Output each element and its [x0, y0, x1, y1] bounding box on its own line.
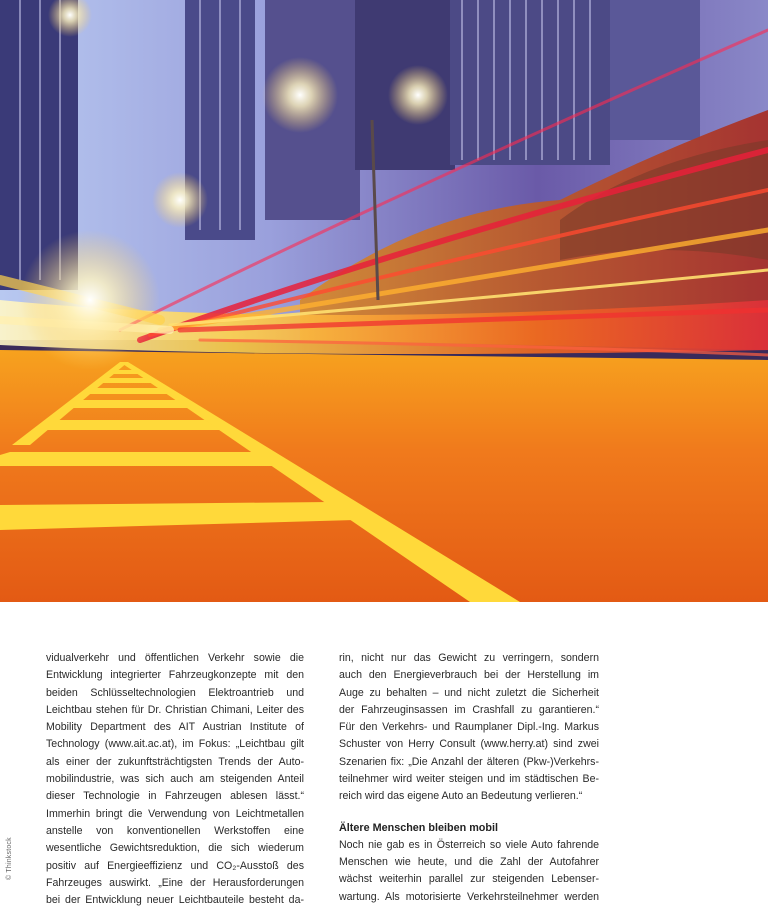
text-line: der Fahrzeuginsassen im Crashfall zu garantieren.“ — [339, 703, 599, 716]
text-line: mobilindustrie, was sich auch am steigenden Anteil — [46, 773, 304, 786]
text-line: Technology (www.ait.ac.at), im Fokus: „Leichtbau gilt — [46, 738, 304, 751]
text-line: Szenarien fix: „Die Anzahl der älteren (Pkw-)Verkehrs- — [339, 755, 599, 768]
text-line: teilnehmer wird weiter steigen und im städtischen Be- — [339, 773, 599, 786]
body-paragraph — [46, 650, 304, 909]
text-line: Noch nie gab es in Österreich so viele Auto fahrende — [339, 838, 599, 851]
text-line: Für den Verkehrs- und Raumplaner Dipl.-Ing. Markus — [339, 721, 599, 734]
text-line: Immerhin bringt die Verwendung von Leichtmetallen — [46, 807, 304, 820]
body-paragraph — [339, 837, 599, 906]
text-line: anstelle von konventionellen Werkstoffen eine — [46, 824, 304, 837]
section-heading: Ältere Menschen bleiben mobil — [339, 821, 498, 834]
body-paragraph — [339, 650, 599, 806]
text-line: Menschen wie heute, und die Zahl der Autofahrer — [339, 855, 599, 868]
photo-credit: © Thinkstock — [6, 837, 13, 880]
text-line: als einer der zukunftsträchtigsten Trends der Auto- — [46, 755, 304, 768]
text-line: wächst weiterhin parallel zur steigenden Lebenser- — [339, 873, 599, 886]
text-column-right — [339, 650, 599, 906]
text-column-left — [46, 650, 304, 909]
text-line: positiv auf Energieeffizienz und CO₂-Ausstoß des — [46, 859, 304, 872]
text-line: wartung. Als motorisierte Verkehrsteilnehmer werden — [339, 890, 599, 903]
text-line: bei der Entwicklung neuer Leichtbauteile besteht da- — [46, 894, 304, 907]
text-line: auch den Energieverbrauch bei der Herstellung im — [339, 669, 599, 682]
text-line: dieser Technologie in Fahrzeugen ablesen lässt.“ — [46, 790, 304, 803]
text-line: Mobility Department des AIT Austrian Institute of — [46, 721, 304, 734]
text-line: beiden Schlüsseltechnologien Elektroantrieb und — [46, 686, 304, 699]
text-line: Fahrzeuges auswirkt. „Eine der Herausforderungen — [46, 876, 304, 889]
text-line: vidualverkehr und öffentlichen Verkehr sowie die — [46, 652, 304, 664]
text-line: rin, nicht nur das Gewicht zu verringern, sondern — [339, 652, 599, 664]
text-line: Auge zu behalten – und nicht zuletzt die Sicherheit — [339, 686, 599, 699]
text-line: Schuster von Herry Consult (www.herry.at) sind zwei — [339, 738, 599, 751]
text-line: wesentliche Gewichtsreduktion, die sich wiederum — [46, 842, 304, 855]
text-line: reich wird das eigene Auto an Bedeutung verlieren.“ — [339, 790, 583, 803]
text-line: Entwicklung integrierter Fahrzeugkonzepte mit den — [46, 669, 304, 682]
text-line: Leichtbau stehen für Dr. Christian Chimani, Leiter des — [46, 703, 304, 716]
